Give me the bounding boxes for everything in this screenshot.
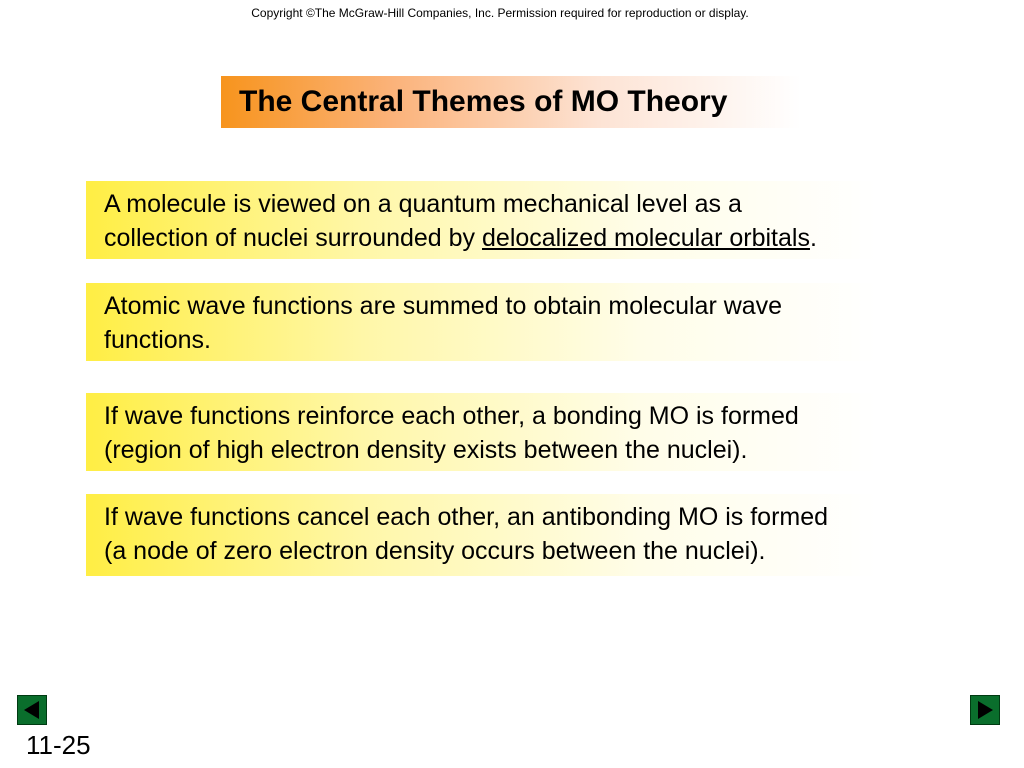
slide-title: The Central Themes of MO Theory	[239, 85, 728, 118]
slide-number: 11-25	[26, 730, 91, 760]
point-3-line-2: (region of high electron density exists between the nuclei).	[104, 436, 748, 464]
point-text-2	[104, 289, 782, 357]
point-1-line-2-start: collection of nuclei surrounded by	[104, 224, 483, 252]
delocalized-molecular-orbitals-term: delocalized molecular orbitals	[482, 224, 810, 252]
point-4-line-2: (a node of zero electron density occurs between the nuclei).	[104, 537, 766, 565]
point-box-1	[86, 181, 876, 259]
copyright-notice: Copyright ©The McGraw-Hill Companies, Inc. Permission required for reproduction or display.	[251, 6, 749, 20]
title-banner	[221, 76, 801, 128]
point-3-line-1: If wave functions reinforce each other, a bonding MO is formed	[104, 402, 799, 430]
point-1-line-1: A molecule is viewed on a quantum mechanical level as a	[104, 190, 742, 218]
point-text-4	[104, 500, 828, 568]
point-text-3	[104, 399, 799, 467]
point-4-line-1: If wave functions cancel each other, an antibonding MO is formed	[104, 503, 829, 531]
triangle-left-icon	[18, 696, 46, 724]
point-box-4	[86, 494, 876, 576]
point-box-3	[86, 393, 876, 471]
next-slide-button[interactable]	[970, 695, 1000, 725]
point-text-1	[104, 187, 817, 255]
point-1-line-2-end: .	[809, 224, 817, 252]
point-box-2	[86, 283, 876, 361]
triangle-right-icon	[971, 696, 999, 724]
point-2-line-2: functions.	[104, 326, 212, 354]
previous-slide-button[interactable]	[17, 695, 47, 725]
point-2-line-1: Atomic wave functions are summed to obtain molecular wave	[104, 292, 783, 320]
